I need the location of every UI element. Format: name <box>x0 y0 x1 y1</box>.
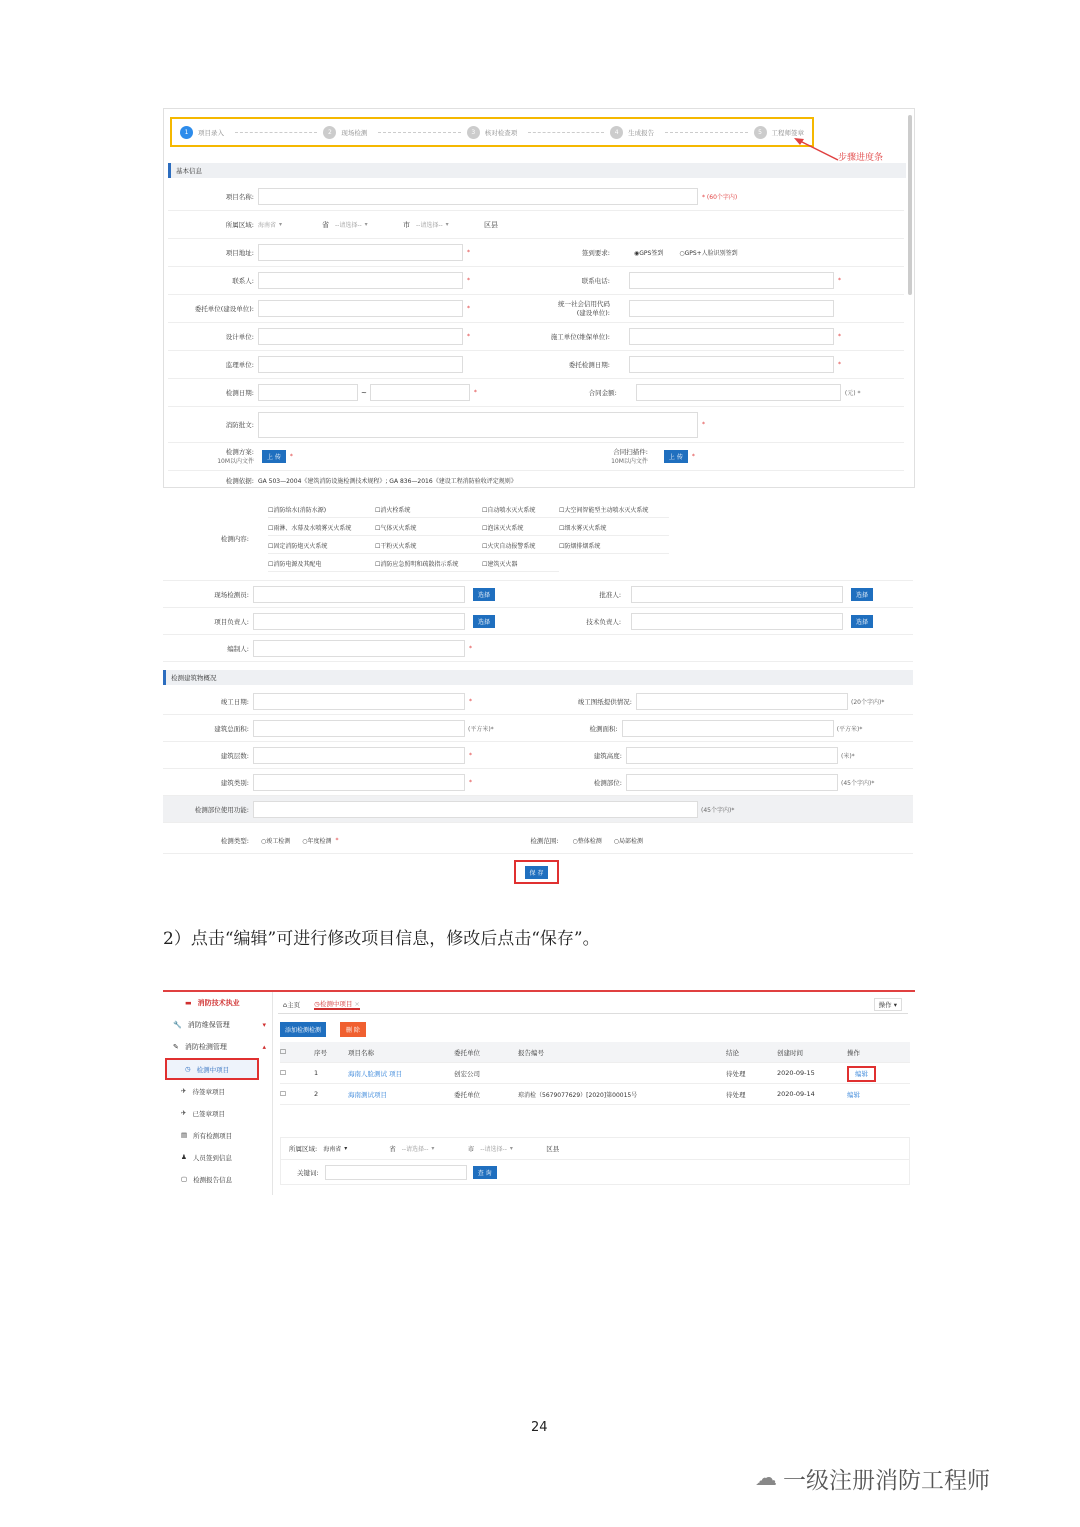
step-4-number: 4 <box>610 126 623 139</box>
radio-range-all-label: 整体检测 <box>577 837 602 845</box>
label-amount: 合同金额: <box>588 389 617 397</box>
instruction-caption: 2）点击“编辑”可进行修改项目信息，修改后点击“保存”。 <box>163 929 600 949</box>
checkbox-label: 气体灭火系统 <box>380 525 417 532</box>
filter-prov-unit: 省 <box>389 1145 396 1153</box>
pm-input[interactable] <box>253 613 465 630</box>
label-construct: 施工单位(维保单位): <box>550 333 610 341</box>
checkbox-item[interactable]: ☐细水雾灭火系统 <box>559 523 669 536</box>
sidebar-pending-label: 待签章项目 <box>192 1087 225 1096</box>
done-drawings-hint: (20个字内)* <box>851 698 885 706</box>
checkbox-label: 雨淋、水幕及水喷雾灭火系统 <box>273 525 352 532</box>
sidebar-title-label: 消防技术执业 <box>197 999 240 1007</box>
file-icon: ▤ <box>181 1131 188 1139</box>
project-name-hint: * (60个字内) <box>702 194 738 201</box>
chevron-down-icon: ▾ <box>445 221 449 228</box>
approver-choose-button[interactable]: 选择 <box>851 588 873 601</box>
step-5-label: 工程师签章 <box>771 128 804 137</box>
plan-label-text: 检测方案: <box>225 447 254 456</box>
radio-gps-label: GPS签到 <box>639 250 664 257</box>
height-input[interactable] <box>626 747 838 764</box>
close-icon[interactable]: × <box>354 1000 360 1008</box>
radio-type-done-label: 竣工检测 <box>266 837 291 845</box>
cell-client: 创宏公司 <box>454 1069 480 1078</box>
header-client: 委托单位 <box>454 1048 480 1057</box>
step-4[interactable] <box>610 126 753 139</box>
entrust-date-input[interactable] <box>629 356 834 373</box>
province-value: 海南省 <box>258 222 277 229</box>
checkbox-item[interactable]: ☐消防给水(消防水源) <box>268 505 375 518</box>
city-unit: 市 <box>403 220 410 229</box>
watermark-text: 一级注册消防工程师 <box>783 1468 990 1494</box>
step-progress-bar <box>170 117 814 147</box>
cell-report: 琼消检（5679077629）[2020]第00015号 <box>518 1091 638 1099</box>
contract-upload-button[interactable]: 上 传 <box>664 450 688 463</box>
sidebar-signin-label: 人员签到信息 <box>192 1153 232 1162</box>
supervise-input[interactable] <box>258 356 463 373</box>
keyword-input[interactable] <box>325 1165 467 1180</box>
wechat-icon: ☁ <box>755 1466 777 1491</box>
table-row[interactable] <box>280 1063 910 1084</box>
chevron-down-icon: ▾ <box>364 221 368 228</box>
label-tech: 技术负责人: <box>586 617 622 626</box>
radio-range-part[interactable]: ○局部检测 <box>613 837 644 845</box>
add-project-button[interactable]: 添加检测检测 <box>280 1022 326 1037</box>
clock-icon: ◷ <box>185 1065 191 1073</box>
filter-city-unit: 市 <box>467 1145 475 1153</box>
filter-region-label: 所属区域: <box>289 1145 318 1153</box>
step-2[interactable] <box>323 126 466 139</box>
label-client: 委托单位(建设单位): <box>194 305 254 313</box>
table-row[interactable] <box>280 1084 910 1105</box>
step-2-number: 2 <box>323 126 336 139</box>
date-separator: ~ <box>361 388 367 397</box>
district-select[interactable] <box>416 220 478 229</box>
filter-district-unit: 区县 <box>546 1145 560 1153</box>
label-sign-req: 签到要求: <box>581 249 610 257</box>
filter-district-select[interactable] <box>480 1144 540 1153</box>
city-value: --请选择-- <box>335 222 362 229</box>
floors-input[interactable] <box>253 747 465 764</box>
label-approval: 消防批文: <box>225 421 254 429</box>
watermark <box>755 1462 990 1495</box>
cell-no: 1 <box>314 1069 319 1077</box>
checkbox-item[interactable]: ☐消防电源及其配电 <box>268 559 375 572</box>
inspector-choose-button[interactable]: 选择 <box>473 588 495 601</box>
checkbox-item[interactable]: ☐火灾自动报警系统 <box>482 541 559 554</box>
radio-gps-face-label: GPS+人脸识别签到 <box>684 250 738 257</box>
tab-in-progress[interactable] <box>314 999 360 1010</box>
section-basic-info: 基本信息 <box>168 163 906 178</box>
credit-code-input[interactable] <box>629 300 834 317</box>
pen-icon: ✎ <box>173 1043 179 1051</box>
sidebar-maint-label: 消防维保管理 <box>187 1021 230 1029</box>
filter-panel <box>280 1137 910 1185</box>
label-supervise: 监理单位: <box>225 361 254 369</box>
step-4-label: 生成报告 <box>628 128 655 137</box>
radio-type-annual-label: 年度检测 <box>307 837 332 845</box>
district-value: --请选择-- <box>416 222 443 229</box>
contract-label-text: 合同扫描件: <box>613 447 648 456</box>
filter-keyword-label: 关键词: <box>297 1168 319 1177</box>
check-area-input[interactable] <box>622 720 834 737</box>
label-editor: 编制人: <box>227 644 249 653</box>
arrow-icon <box>790 136 840 162</box>
amount-unit: (元) * <box>844 390 861 397</box>
sidebar-item-in-progress[interactable] <box>165 1058 259 1080</box>
edit-highlight <box>847 1069 905 1078</box>
check-area-unit: (平方米)* <box>836 725 863 733</box>
header-checkbox[interactable]: ☐ <box>280 1048 286 1056</box>
city-select[interactable] <box>335 220 397 229</box>
radio-type-done[interactable]: ○竣工检测 <box>261 837 291 845</box>
sidebar-reports-label: 检测报告信息 <box>193 1175 233 1184</box>
radio-type-annual[interactable]: ○年度检测 <box>302 837 332 845</box>
label-basis: 检测依据: <box>225 476 254 485</box>
page-number: 24 <box>531 1420 548 1435</box>
use-input[interactable] <box>253 801 698 818</box>
checkbox-item[interactable]: ☐固定消防炮灭火系统 <box>268 541 375 554</box>
province-select[interactable] <box>258 220 316 229</box>
category-input[interactable] <box>253 774 465 791</box>
editor-input[interactable] <box>253 640 465 657</box>
label-check-part: 检测部位: <box>593 778 622 787</box>
check-part-hint: (45个字内)* <box>841 779 875 787</box>
label-address: 项目地址: <box>225 249 254 257</box>
tab-home-label: 主页 <box>287 1001 301 1009</box>
radio-range-all[interactable]: ○整体检测 <box>572 837 602 845</box>
step-3-label: 核对检查项 <box>484 128 518 137</box>
step-1[interactable] <box>180 126 323 139</box>
label-type: 检测类型: <box>220 836 249 845</box>
section-building-overview: 检测建筑物概况 <box>163 670 913 685</box>
sidebar-item-signin[interactable] <box>163 1146 272 1168</box>
edit-button[interactable]: 编辑 <box>847 1066 876 1082</box>
label-contact: 联系人: <box>232 277 254 285</box>
header-op: 操作 <box>847 1048 860 1057</box>
chevron-down-icon: ▾ <box>431 1145 435 1152</box>
label-phone: 联系电话: <box>581 277 610 285</box>
cell-date: 2020-09-15 <box>777 1069 815 1077</box>
checkbox-item[interactable]: ☐建筑灭火器 <box>482 559 559 572</box>
filter-province-select[interactable] <box>323 1144 383 1153</box>
label-plan <box>168 448 258 466</box>
label-inspector: 现场检测员: <box>214 590 249 599</box>
project-table <box>280 1042 910 1105</box>
label-pm: 项目负责人: <box>214 617 249 626</box>
sidebar-item-maintenance[interactable] <box>163 1014 272 1036</box>
filter-province-value: 海南省 <box>323 1146 342 1153</box>
checkbox-item[interactable]: ☐自动喷水灭火系统 <box>482 505 559 518</box>
project-list-screenshot <box>163 990 915 1195</box>
search-button[interactable]: 查 询 <box>473 1166 497 1179</box>
checkbox-label: 泡沫灭火系统 <box>487 525 524 532</box>
sidebar <box>163 992 273 1195</box>
filter-district-value: --请选择-- <box>480 1146 507 1153</box>
tab-in-progress-label: 检测中项目 <box>319 1000 353 1008</box>
done-date-input[interactable] <box>253 693 465 710</box>
chevron-down-icon: ▾ <box>509 1145 513 1152</box>
checkbox-item[interactable]: ☐防烟排烟系统 <box>559 541 669 554</box>
sidebar-title <box>163 992 272 1014</box>
project-entry-form: 1 项目录入 2 现场检测 3 核对检查项 4 生成报告 5 工程师签章 基本信息 项目名称: * (60个字内) 所属区域: 海南省 ▾ 省 --请选择-- ▾ 市 --请选择-- ▾ 区县 项目地址: * 签到要求: ◉GPS签到 ○GPS+人脸识别签到 联系人: * 联系电话: * 委托单位(建设单位): * 统一社会信用代码 (建设单位): 设计单位: * 施工单位(维保单位): * 监理单位: 委托检测日期: * 检测日期: ~ * 合同金额: (元) * 消防批文: * 检测方案: 10M以内文件 上 传 * 合同扫描件: 10M以内文件 上 传 * 检测依据: GA 503—2004《建筑消防设施检测技术规程》; GA 836—2016《建设工程消防验收评定规则》 <box>163 108 915 488</box>
checkbox-item[interactable]: ☐气体灭火系统 <box>375 523 482 536</box>
label-project-name: 项目名称: <box>225 193 254 201</box>
clock-icon: ◷ <box>314 1000 320 1008</box>
step-3-number: 3 <box>467 126 480 139</box>
project-name-input[interactable] <box>258 188 698 205</box>
label-entrust-date: 委托检测日期: <box>568 361 610 369</box>
district-unit: 区县 <box>484 220 498 229</box>
checkbox-label: 消防电源及其配电 <box>273 561 322 568</box>
save-highlight <box>514 860 559 884</box>
step-1-number: 1 <box>180 126 193 139</box>
credit-code-line1: 统一社会信用代码 <box>558 299 610 308</box>
sidebar-all-label: 所有检测项目 <box>193 1131 233 1140</box>
sidebar-item-detect[interactable] <box>163 1036 272 1058</box>
radio-gps-face[interactable]: ○GPS+人脸识别签到 <box>679 250 738 257</box>
tab-bar <box>278 996 908 1014</box>
checkbox-item[interactable]: ☐雨淋、水幕及水喷雾灭火系统 <box>268 523 375 536</box>
label-use: 检测部位使用功能: <box>194 805 249 814</box>
label-region: 所属区域: <box>225 221 254 229</box>
checkbox-label: 干粉灭火系统 <box>380 543 417 550</box>
send-icon: ✈ <box>181 1087 187 1095</box>
sidebar-detect-label: 消防检测管理 <box>184 1043 227 1051</box>
header-no: 序号 <box>314 1048 327 1057</box>
label-contract <box>297 448 652 466</box>
checkbox-item[interactable]: ☐干粉灭火系统 <box>375 541 482 554</box>
check-part-input[interactable] <box>626 774 838 791</box>
checkbox-label: 大空间智能型主动喷水灭火系统 <box>564 507 649 514</box>
label-area: 建筑总面积: <box>214 724 249 733</box>
label-approver: 批准人: <box>599 590 622 599</box>
checkbox-item[interactable]: ☐大空间智能型主动喷水灭火系统 <box>559 505 669 518</box>
wrench-icon: 🔧 <box>173 1021 182 1029</box>
label-range: 检测范围: <box>530 836 559 845</box>
chevron-up-icon: ▴ <box>262 1043 266 1051</box>
province-unit: 省 <box>322 220 329 229</box>
checkbox-label: 消火栓系统 <box>380 507 411 514</box>
inspector-input[interactable] <box>253 586 465 603</box>
edit-button[interactable]: 编辑 <box>847 1090 860 1099</box>
label-credit-code <box>474 300 614 318</box>
basis-value: GA 503—2004《建筑消防设施检测技术规程》; GA 836—2016《建设工程消防验收评定规则》 <box>258 477 517 485</box>
contact-input[interactable] <box>258 272 463 289</box>
cell-client: 委托单位 <box>454 1090 480 1099</box>
radio-gps[interactable]: ◉GPS签到 <box>634 250 664 257</box>
checkbox-label: 火灾自动报警系统 <box>487 543 536 550</box>
cell-result: 待处理 <box>726 1069 746 1078</box>
checkbox-label: 细水雾灭火系统 <box>564 525 607 532</box>
radio-range-part-label: 局部检测 <box>619 837 644 845</box>
done-drawings-input[interactable] <box>636 693 848 710</box>
check-date-end[interactable] <box>370 384 470 401</box>
step-5-number: 5 <box>754 126 767 139</box>
cell-result: 待处理 <box>726 1090 746 1099</box>
approval-textarea[interactable] <box>258 412 698 438</box>
checkbox-label: 防烟排烟系统 <box>564 543 601 550</box>
cell-date: 2020-09-14 <box>777 1090 815 1098</box>
header-report: 报告编号 <box>518 1048 544 1057</box>
step-2-label: 现场检测 <box>341 128 368 137</box>
area-input[interactable] <box>253 720 465 737</box>
table-header <box>280 1042 910 1063</box>
label-check-date: 检测日期: <box>225 389 254 397</box>
label-check-area: 检测面积: <box>589 724 618 733</box>
cell-name[interactable]: 海南人脸测试 项目 <box>348 1069 403 1078</box>
sidebar-item-reports[interactable] <box>163 1168 272 1190</box>
checkbox-label: 消防给水(消防水源) <box>273 507 327 514</box>
sidebar-item-pending-sign[interactable] <box>163 1080 272 1102</box>
label-design: 设计单位: <box>225 333 254 341</box>
sidebar-in-progress-label: 检测中项目 <box>196 1065 230 1074</box>
design-input[interactable] <box>258 328 463 345</box>
chevron-down-icon: ▾ <box>262 1021 266 1029</box>
checkbox-item[interactable]: ☐泡沫灭火系统 <box>482 523 559 536</box>
tech-input[interactable] <box>631 613 843 630</box>
checkbox-label: 消防应急照明和疏散指示系统 <box>380 561 459 568</box>
address-input[interactable] <box>258 244 463 261</box>
label-done-drawings: 竣工图纸提供情况: <box>577 697 632 706</box>
report-icon: ▢ <box>181 1175 188 1183</box>
header-name: 项目名称 <box>348 1048 374 1057</box>
chevron-down-icon: ▾ <box>279 221 283 228</box>
area-unit: (平方米)* <box>468 725 494 733</box>
label-floors: 建筑层数: <box>220 751 249 760</box>
step-1-label: 项目录入 <box>198 128 224 137</box>
amount-input[interactable] <box>636 384 841 401</box>
save-button[interactable]: 保 存 <box>525 866 549 879</box>
client-input[interactable] <box>258 300 463 317</box>
sidebar-signed-label: 已签章项目 <box>192 1109 225 1118</box>
plan-upload-button[interactable]: 上 传 <box>262 450 286 463</box>
fire-truck-icon: ▬ <box>185 999 192 1007</box>
use-hint: (45个字内)* <box>701 806 735 814</box>
ops-dropdown[interactable]: 操作 ▾ <box>874 998 902 1011</box>
step-bar-annotation: 步骤进度条 <box>838 153 884 163</box>
chevron-down-icon: ▾ <box>344 1145 348 1152</box>
user-icon: ♟ <box>181 1153 187 1161</box>
checkbox-label: 自动喷水灭火系统 <box>487 507 536 514</box>
tech-choose-button[interactable]: 选择 <box>851 615 873 628</box>
header-date: 创建时间 <box>777 1048 803 1057</box>
sidebar-item-all-projects[interactable] <box>163 1124 272 1146</box>
phone-input[interactable] <box>629 272 834 289</box>
inspection-details-form: 检测内容: ☐消防给水(消防水源) ☐消火栓系统 ☐自动喷水灭火系统 ☐大空间智能型主动喷水灭火系统 ☐雨淋、水幕及水喷雾灭火系统 ☐气体灭火系统 ☐泡沫灭火系统 ☐细水雾灭火系统 ☐固定消防炮灭火系统 ☐干粉灭火系统 ☐火灾自动报警系统 ☐防烟排烟系统 ☐消防电源及其配电 ☐消防应急照明和疏散指示系统 ☐建筑灭火器 现场检测员: 选择 批准人: 选择 项目负责人: 选择 技术负责人: 选择 编制人: * 检测建筑物概况 竣工日期: * 竣工图纸提供情况: (20个字内)* 建筑总面积: (平方米)* 检测面积: (平方米)* 建筑层数: * 建筑高度: (米)* 建筑类别: * 检测部位: (45个字内)* 检测部位使用功能: (45个字内)* 检测类型: ○竣工检测 ○年度检测 * 检测范围: ○整体检测 ○局部检测 保 存 <box>163 497 915 889</box>
cell-no: 2 <box>314 1090 319 1098</box>
plan-size-hint: 10M以内文件 <box>217 457 254 465</box>
send-icon: ✈ <box>181 1109 187 1117</box>
cell-name[interactable]: 海南测试项目 <box>348 1090 387 1099</box>
checkbox-item[interactable]: ☐消防应急照明和疏散指示系统 <box>375 559 482 572</box>
label-content: 检测内容: <box>220 535 249 543</box>
delete-button[interactable]: 删 除 <box>340 1022 366 1037</box>
header-result: 结论 <box>726 1048 739 1057</box>
filter-city-select[interactable] <box>402 1144 462 1153</box>
pm-choose-button[interactable]: 选择 <box>473 615 495 628</box>
check-date-start[interactable] <box>258 384 358 401</box>
checkbox-item[interactable]: ☐消火栓系统 <box>375 505 482 518</box>
label-done-date: 竣工日期: <box>220 697 249 706</box>
row-checkbox[interactable]: ☐ <box>280 1069 286 1077</box>
credit-code-line2: (建设单位): <box>576 308 610 317</box>
label-height: 建筑高度: <box>593 751 622 760</box>
checkbox-label: 建筑灭火器 <box>487 561 518 568</box>
tab-home[interactable] <box>283 1000 300 1009</box>
checkbox-label: 固定消防炮灭火系统 <box>273 543 328 550</box>
label-category: 建筑类别: <box>220 778 249 787</box>
checkbox-grid <box>268 505 669 572</box>
filter-city-value: --请选择-- <box>401 1146 429 1153</box>
row-checkbox[interactable]: ☐ <box>280 1090 286 1098</box>
contract-size-hint: 10M以内文件 <box>611 457 648 465</box>
step-3[interactable] <box>467 126 610 139</box>
construct-input[interactable] <box>629 328 834 345</box>
approver-input[interactable] <box>631 586 843 603</box>
home-icon: ⌂ <box>283 1001 288 1009</box>
height-unit: (米)* <box>841 752 855 760</box>
sidebar-item-signed[interactable] <box>163 1102 272 1124</box>
scrollbar[interactable] <box>908 115 912 295</box>
